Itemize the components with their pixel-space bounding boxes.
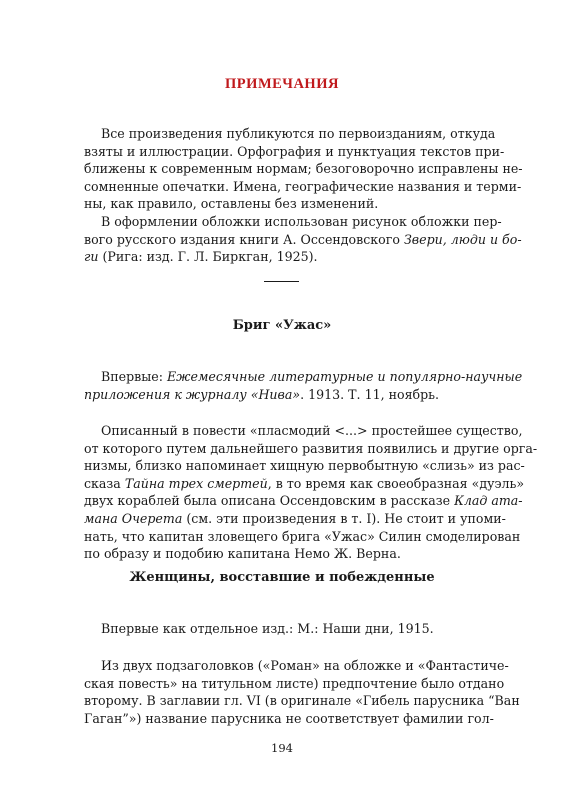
intro-notes	[84, 125, 523, 266]
text-run: (Рига: изд. Г. Л. Биркган, 1925).	[98, 249, 318, 265]
text-run: Впервые:	[101, 369, 167, 384]
commentary-line: низмы, близко напоминает хищную первобытную «слизь» из рас-	[84, 458, 525, 474]
story-title-italic: Клад ата-	[454, 493, 523, 509]
intro-line: Все произведения публикуются по первоизданиям, откуда	[101, 126, 496, 141]
text-run: вого русского издания книги А. Оссендовского	[84, 231, 404, 247]
source-line	[84, 386, 486, 404]
commentary-line: Из двух подзаголовков («Роман» на обложке и «Фантастиче-	[101, 658, 509, 673]
women-source	[84, 620, 486, 638]
commentary-line: второму. В заглавии гл. VI (в оригинале «Гибель парусника “Ван	[84, 693, 520, 709]
text-run: двух кораблей была описана Оссендовским в рассказе	[84, 493, 455, 509]
text-run: (см. эти произведения в т. I). Не стоит и упоми-	[182, 510, 506, 526]
page-number: 194	[271, 741, 293, 755]
commentary-line: Гаган”») название парусника не соответствует фамилии гол-	[84, 710, 494, 726]
text-run: , в то время как своеобразная «дуэль»	[267, 475, 525, 491]
commentary-line	[84, 475, 525, 493]
commentary-line: ская повесть» на титульном листе) предпочтение было отдано	[84, 675, 505, 691]
text-run: . 1913. Т. 11, ноябрь.	[300, 386, 440, 402]
story-title-italic: Тайна трех смертей	[124, 475, 268, 491]
intro-line: ны, как правило, оставлены без изменений.	[84, 196, 379, 212]
text-run: сказа	[84, 475, 125, 491]
story-title-italic: мана Очерета	[84, 510, 183, 526]
brig-commentary	[84, 422, 538, 563]
intro-line: сомненные опечатки. Имена, географические названия и терми-	[84, 178, 522, 194]
intro-line: ближены к современным нормам; безоговорочно исправлены не-	[84, 161, 523, 177]
commentary-line: от которого путем дальнейшего развития появились и другие орга-	[84, 440, 538, 456]
section-divider	[264, 281, 299, 282]
commentary-line: нать, что капитан зловещего брига «Ужас» Силин смоделирован	[84, 528, 521, 544]
commentary-line: по образу и подобию капитана Немо Ж. Верна.	[84, 546, 401, 562]
intro-line: В оформлении обложки использован рисунок обложки пер-	[101, 213, 502, 229]
source-italic: Ежемесячные литературные и популярно-научные	[166, 369, 523, 384]
book-title-italic: ги	[84, 249, 99, 265]
women-commentary	[84, 657, 520, 727]
section-heading-brig: Бриг «Ужас»	[232, 318, 332, 333]
source-italic: приложения к журналу «Нива»	[84, 386, 301, 402]
commentary-line	[84, 510, 506, 528]
commentary-line: Описанный в повести «пласмодий <...> простейшее существо,	[101, 423, 523, 438]
intro-line	[84, 248, 486, 266]
source-line	[84, 368, 523, 386]
book-title-italic: Звери, люди и бо-	[403, 231, 522, 247]
source-line: Впервые как отдельное изд.: М.: Наши дни, 1915.	[101, 621, 434, 636]
intro-line: взяты и иллюстрации. Орфография и пунктуация текстов при-	[84, 143, 505, 159]
brig-source	[84, 368, 523, 403]
page-title: ПРИМЕЧАНИЯ	[225, 76, 339, 92]
section-heading-women: Женщины, восставшие и побежденные	[129, 570, 435, 585]
intro-line	[84, 231, 522, 249]
commentary-line	[84, 492, 523, 510]
